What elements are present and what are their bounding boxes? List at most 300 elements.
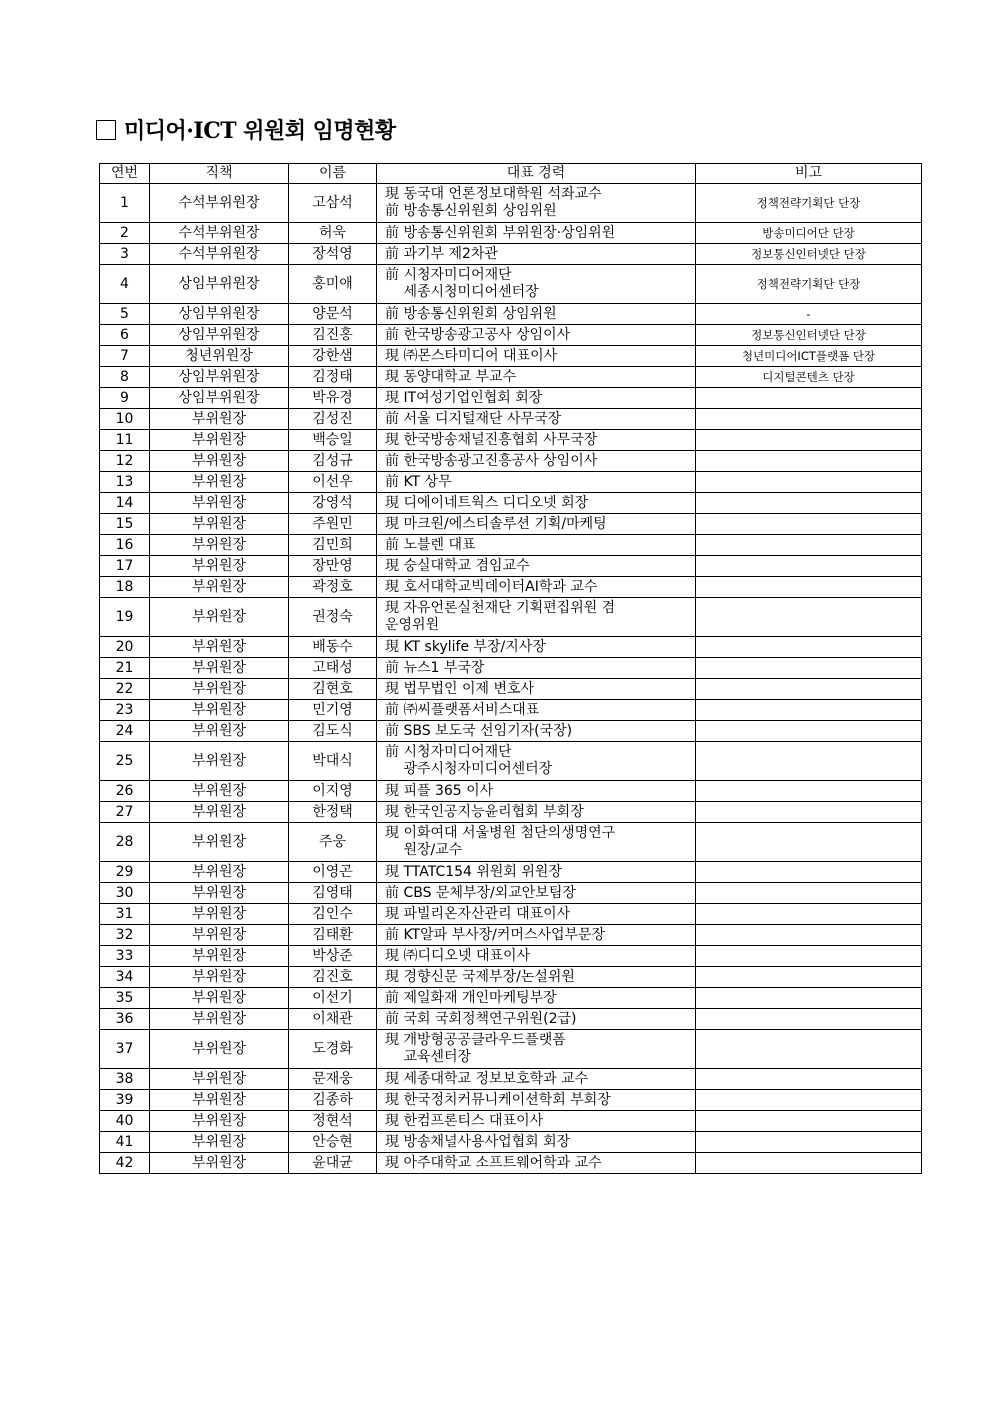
cell-note bbox=[696, 904, 922, 925]
cell-position: 청년위원장 bbox=[150, 346, 289, 367]
page-title bbox=[96, 114, 396, 145]
cell-name: 장석영 bbox=[289, 244, 377, 265]
career-line: 現 한국정치커뮤니케이션학회 부회장 bbox=[385, 1091, 611, 1108]
cell-career bbox=[377, 388, 696, 409]
cell-no: 16 bbox=[100, 535, 150, 556]
cell-name: 이선기 bbox=[289, 988, 377, 1009]
cell-name: 백승일 bbox=[289, 430, 377, 451]
cell-career bbox=[377, 244, 696, 265]
table-row bbox=[100, 637, 922, 658]
cell-no: 29 bbox=[100, 862, 150, 883]
table-row bbox=[100, 802, 922, 823]
cell-career bbox=[377, 925, 696, 946]
cell-note: 정보통신인터넷단 단장 bbox=[696, 325, 922, 346]
cell-position: 부위원장 bbox=[150, 1069, 289, 1090]
table-row bbox=[100, 472, 922, 493]
cell-note bbox=[696, 700, 922, 721]
career-line: 前 KT알파 부사장/커머스사업부문장 bbox=[385, 926, 606, 943]
cell-note bbox=[696, 781, 922, 802]
cell-name: 주웅 bbox=[289, 823, 377, 862]
cell-name: 김태환 bbox=[289, 925, 377, 946]
cell-career bbox=[377, 430, 696, 451]
cell-note bbox=[696, 637, 922, 658]
cell-position: 부위원장 bbox=[150, 409, 289, 430]
cell-name: 박대식 bbox=[289, 742, 377, 781]
header-career: 대표 경력 bbox=[377, 164, 696, 184]
cell-no: 19 bbox=[100, 598, 150, 637]
cell-career bbox=[377, 1069, 696, 1090]
table-row bbox=[100, 388, 922, 409]
cell-note bbox=[696, 1132, 922, 1153]
cell-career bbox=[377, 1090, 696, 1111]
cell-note bbox=[696, 535, 922, 556]
cell-no: 33 bbox=[100, 946, 150, 967]
cell-note: 정보통신인터넷단 단장 bbox=[696, 244, 922, 265]
career-line: 前 노블렌 대표 bbox=[385, 536, 476, 553]
cell-name: 고태성 bbox=[289, 658, 377, 679]
cell-note bbox=[696, 823, 922, 862]
cell-no: 18 bbox=[100, 577, 150, 598]
cell-career bbox=[377, 346, 696, 367]
cell-career bbox=[377, 988, 696, 1009]
career-line: 前 시청자미디어재단 bbox=[385, 267, 512, 283]
cell-name: 이지영 bbox=[289, 781, 377, 802]
cell-career bbox=[377, 637, 696, 658]
cell-note: 방송미디어단 단장 bbox=[696, 223, 922, 244]
cell-name: 김성진 bbox=[289, 409, 377, 430]
career-line: 現 숭실대학교 겸임교수 bbox=[385, 557, 530, 574]
cell-no: 42 bbox=[100, 1153, 150, 1174]
cell-no: 20 bbox=[100, 637, 150, 658]
cell-position: 수석부위원장 bbox=[150, 244, 289, 265]
cell-name: 곽정호 bbox=[289, 577, 377, 598]
cell-career bbox=[377, 1153, 696, 1174]
table-body bbox=[100, 184, 922, 1174]
career-line: 운영위원 bbox=[385, 617, 440, 633]
table-row bbox=[100, 1090, 922, 1111]
career-line: 前 방송통신위원회 부위원장·상임위원 bbox=[385, 224, 616, 241]
career-line: 現 한국인공지능윤리협회 부회장 bbox=[385, 803, 584, 820]
cell-career bbox=[377, 700, 696, 721]
cell-career bbox=[377, 862, 696, 883]
career-line: 現 한컴프론티스 대표이사 bbox=[385, 1112, 544, 1129]
cell-position: 수석부위원장 bbox=[150, 223, 289, 244]
cell-career bbox=[377, 265, 696, 304]
table-row bbox=[100, 535, 922, 556]
career-line: 現 동국대 언론정보대학원 석좌교수 bbox=[385, 186, 602, 202]
cell-position: 부위원장 bbox=[150, 781, 289, 802]
cell-career bbox=[377, 781, 696, 802]
cell-no: 36 bbox=[100, 1009, 150, 1030]
cell-no: 22 bbox=[100, 679, 150, 700]
cell-no: 2 bbox=[100, 223, 150, 244]
cell-no: 30 bbox=[100, 883, 150, 904]
cell-name: 김현호 bbox=[289, 679, 377, 700]
cell-name: 문재웅 bbox=[289, 1069, 377, 1090]
cell-position: 부위원장 bbox=[150, 658, 289, 679]
cell-position: 부위원장 bbox=[150, 514, 289, 535]
cell-position: 상임부위원장 bbox=[150, 325, 289, 346]
cell-career bbox=[377, 721, 696, 742]
cell-note bbox=[696, 1030, 922, 1069]
cell-note bbox=[696, 862, 922, 883]
cell-name: 김종하 bbox=[289, 1090, 377, 1111]
cell-note bbox=[696, 1111, 922, 1132]
career-line: 現 한국방송채널진흥협회 사무국장 bbox=[385, 431, 598, 448]
cell-name: 양문석 bbox=[289, 304, 377, 325]
cell-name: 민기영 bbox=[289, 700, 377, 721]
career-line: 現 개방형공공클라우드플랫폼 bbox=[385, 1032, 566, 1048]
cell-career bbox=[377, 946, 696, 967]
cell-career bbox=[377, 598, 696, 637]
cell-note bbox=[696, 721, 922, 742]
table-row bbox=[100, 946, 922, 967]
cell-note bbox=[696, 1069, 922, 1090]
cell-name: 배동수 bbox=[289, 637, 377, 658]
cell-note: 디지털콘텐츠 단장 bbox=[696, 367, 922, 388]
cell-position: 부위원장 bbox=[150, 1132, 289, 1153]
career-line: 現 법무법인 이제 변호사 bbox=[385, 680, 535, 697]
cell-career bbox=[377, 451, 696, 472]
career-line: 現 ㈜디디오넷 대표이사 bbox=[385, 947, 531, 964]
cell-note: - bbox=[696, 304, 922, 325]
cell-name: 허욱 bbox=[289, 223, 377, 244]
table-row bbox=[100, 658, 922, 679]
table-row bbox=[100, 1009, 922, 1030]
cell-note bbox=[696, 409, 922, 430]
cell-name: 고삼석 bbox=[289, 184, 377, 223]
career-line: 現 자유언론실천재단 기획편집위원 겸 bbox=[385, 600, 616, 616]
header-name: 이름 bbox=[289, 164, 377, 184]
cell-no: 6 bbox=[100, 325, 150, 346]
table-row bbox=[100, 925, 922, 946]
table-row bbox=[100, 184, 922, 223]
cell-name: 김영태 bbox=[289, 883, 377, 904]
career-line: 교육센터장 bbox=[385, 1049, 472, 1065]
table-row bbox=[100, 1153, 922, 1174]
table-row bbox=[100, 514, 922, 535]
career-line: 前 제일화재 개인마케팅부장 bbox=[385, 989, 557, 1006]
cell-position: 부위원장 bbox=[150, 430, 289, 451]
career-line: 前 KT 상무 bbox=[385, 473, 452, 490]
cell-position: 부위원장 bbox=[150, 637, 289, 658]
header-note: 비고 bbox=[696, 164, 922, 184]
table-row bbox=[100, 823, 922, 862]
cell-no: 3 bbox=[100, 244, 150, 265]
cell-note bbox=[696, 430, 922, 451]
career-line: 前 한국방송광고공사 상임이사 bbox=[385, 326, 571, 343]
career-line: 現 IT여성기업인협회 회장 bbox=[385, 389, 543, 406]
career-line: 現 아주대학교 소프트웨어학과 교수 bbox=[385, 1154, 602, 1171]
cell-no: 39 bbox=[100, 1090, 150, 1111]
cell-name: 박상준 bbox=[289, 946, 377, 967]
career-line: 現 KT skylife 부장/지사장 bbox=[385, 638, 546, 655]
cell-note bbox=[696, 802, 922, 823]
table-row bbox=[100, 721, 922, 742]
cell-note bbox=[696, 556, 922, 577]
cell-note bbox=[696, 1153, 922, 1174]
checkbox-square-icon bbox=[96, 120, 116, 140]
cell-position: 부위원장 bbox=[150, 802, 289, 823]
career-line: 現 세종대학교 정보보호학과 교수 bbox=[385, 1070, 589, 1087]
cell-position: 부위원장 bbox=[150, 967, 289, 988]
cell-position: 상임부위원장 bbox=[150, 304, 289, 325]
cell-position: 부위원장 bbox=[150, 1030, 289, 1069]
career-line: 前 SBS 보도국 선임기자(국장) bbox=[385, 722, 573, 739]
career-line: 現 경향신문 국제부장/논설위원 bbox=[385, 968, 575, 985]
cell-name: 이선우 bbox=[289, 472, 377, 493]
career-line: 前 ㈜씨플랫폼서비스대표 bbox=[385, 701, 540, 718]
table-row bbox=[100, 367, 922, 388]
table-row bbox=[100, 451, 922, 472]
cell-career bbox=[377, 658, 696, 679]
cell-position: 부위원장 bbox=[150, 946, 289, 967]
cell-note bbox=[696, 658, 922, 679]
cell-position: 부위원장 bbox=[150, 925, 289, 946]
cell-note bbox=[696, 514, 922, 535]
career-line: 원장/교수 bbox=[385, 842, 463, 858]
cell-no: 7 bbox=[100, 346, 150, 367]
career-line: 現 이화여대 서울병원 첨단의생명연구 bbox=[385, 825, 616, 841]
cell-career bbox=[377, 967, 696, 988]
table-row bbox=[100, 904, 922, 925]
cell-position: 부위원장 bbox=[150, 1111, 289, 1132]
career-line: 現 ㈜몬스타미디어 대표이사 bbox=[385, 347, 558, 364]
cell-no: 34 bbox=[100, 967, 150, 988]
cell-note bbox=[696, 577, 922, 598]
table-row bbox=[100, 1132, 922, 1153]
cell-no: 40 bbox=[100, 1111, 150, 1132]
cell-career bbox=[377, 1030, 696, 1069]
cell-name: 장만영 bbox=[289, 556, 377, 577]
header-position: 직책 bbox=[150, 164, 289, 184]
cell-career bbox=[377, 304, 696, 325]
cell-no: 26 bbox=[100, 781, 150, 802]
cell-career bbox=[377, 1111, 696, 1132]
cell-no: 13 bbox=[100, 472, 150, 493]
career-line: 現 피플 365 이사 bbox=[385, 782, 494, 799]
table-row bbox=[100, 1069, 922, 1090]
cell-career bbox=[377, 1132, 696, 1153]
table-row bbox=[100, 244, 922, 265]
cell-no: 27 bbox=[100, 802, 150, 823]
cell-no: 1 bbox=[100, 184, 150, 223]
cell-name: 정현석 bbox=[289, 1111, 377, 1132]
cell-no: 32 bbox=[100, 925, 150, 946]
career-line: 前 뉴스1 부국장 bbox=[385, 659, 485, 676]
cell-position: 부위원장 bbox=[150, 883, 289, 904]
cell-note: 정책전략기획단 단장 bbox=[696, 184, 922, 223]
title-text: 미디어·ICT 위원회 임명현황 bbox=[124, 118, 396, 144]
cell-career bbox=[377, 556, 696, 577]
cell-position: 부위원장 bbox=[150, 577, 289, 598]
cell-career bbox=[377, 367, 696, 388]
cell-no: 10 bbox=[100, 409, 150, 430]
cell-position: 부위원장 bbox=[150, 862, 289, 883]
cell-career bbox=[377, 1009, 696, 1030]
table-row bbox=[100, 862, 922, 883]
cell-career bbox=[377, 535, 696, 556]
cell-name: 안승현 bbox=[289, 1132, 377, 1153]
cell-career bbox=[377, 577, 696, 598]
cell-no: 23 bbox=[100, 700, 150, 721]
cell-no: 11 bbox=[100, 430, 150, 451]
cell-no: 28 bbox=[100, 823, 150, 862]
cell-career bbox=[377, 742, 696, 781]
table-row bbox=[100, 346, 922, 367]
cell-career bbox=[377, 184, 696, 223]
appointments-table bbox=[99, 163, 922, 1174]
cell-position: 부위원장 bbox=[150, 679, 289, 700]
career-line: 前 과기부 제2차관 bbox=[385, 245, 498, 262]
cell-note bbox=[696, 472, 922, 493]
career-line: 現 디에이네트웍스 디디오넷 회장 bbox=[385, 494, 589, 511]
cell-career bbox=[377, 472, 696, 493]
cell-career bbox=[377, 883, 696, 904]
cell-note bbox=[696, 967, 922, 988]
career-line: 現 TTATC154 위원회 위원장 bbox=[385, 863, 562, 880]
cell-note bbox=[696, 1090, 922, 1111]
cell-position: 부위원장 bbox=[150, 556, 289, 577]
cell-name: 김진홍 bbox=[289, 325, 377, 346]
cell-name: 김인수 bbox=[289, 904, 377, 925]
cell-note bbox=[696, 742, 922, 781]
cell-note bbox=[696, 451, 922, 472]
career-line: 前 방송통신위원회 상임위원 bbox=[385, 305, 557, 322]
cell-no: 17 bbox=[100, 556, 150, 577]
cell-career bbox=[377, 409, 696, 430]
cell-no: 4 bbox=[100, 265, 150, 304]
cell-career bbox=[377, 823, 696, 862]
cell-career bbox=[377, 802, 696, 823]
cell-no: 21 bbox=[100, 658, 150, 679]
cell-note bbox=[696, 946, 922, 967]
cell-position: 상임부위원장 bbox=[150, 388, 289, 409]
cell-career bbox=[377, 223, 696, 244]
table-row bbox=[100, 883, 922, 904]
table-row bbox=[100, 679, 922, 700]
cell-position: 상임부위원장 bbox=[150, 367, 289, 388]
cell-no: 8 bbox=[100, 367, 150, 388]
cell-name: 홍미애 bbox=[289, 265, 377, 304]
career-line: 現 마크원/에스티솔루션 기획/마케팅 bbox=[385, 515, 607, 532]
cell-name: 강영석 bbox=[289, 493, 377, 514]
cell-position: 부위원장 bbox=[150, 535, 289, 556]
cell-career bbox=[377, 514, 696, 535]
cell-name: 윤대균 bbox=[289, 1153, 377, 1174]
cell-no: 5 bbox=[100, 304, 150, 325]
career-line: 現 호서대학교빅데이터AI학과 교수 bbox=[385, 578, 598, 595]
table-row bbox=[100, 1111, 922, 1132]
cell-no: 9 bbox=[100, 388, 150, 409]
table-row bbox=[100, 223, 922, 244]
cell-position: 부위원장 bbox=[150, 1009, 289, 1030]
cell-career bbox=[377, 493, 696, 514]
cell-no: 14 bbox=[100, 493, 150, 514]
table-row bbox=[100, 967, 922, 988]
cell-position: 부위원장 bbox=[150, 904, 289, 925]
career-line: 前 CBS 문체부장/외교안보팀장 bbox=[385, 884, 576, 901]
cell-career bbox=[377, 325, 696, 346]
cell-name: 김정태 bbox=[289, 367, 377, 388]
table-row bbox=[100, 742, 922, 781]
cell-name: 김성규 bbox=[289, 451, 377, 472]
career-line: 現 동양대학교 부교수 bbox=[385, 368, 517, 385]
cell-career bbox=[377, 679, 696, 700]
cell-position: 부위원장 bbox=[150, 700, 289, 721]
header-no: 연번 bbox=[100, 164, 150, 184]
cell-name: 한정택 bbox=[289, 802, 377, 823]
career-line: 前 국회 국회정책연구위원(2급) bbox=[385, 1010, 577, 1027]
cell-position: 수석부위원장 bbox=[150, 184, 289, 223]
cell-note: 청년미디어ICT플랫폼 단장 bbox=[696, 346, 922, 367]
table-row bbox=[100, 988, 922, 1009]
cell-note bbox=[696, 883, 922, 904]
cell-name: 김진호 bbox=[289, 967, 377, 988]
cell-name: 주원민 bbox=[289, 514, 377, 535]
cell-no: 12 bbox=[100, 451, 150, 472]
table-row bbox=[100, 1030, 922, 1069]
cell-no: 25 bbox=[100, 742, 150, 781]
table-row bbox=[100, 598, 922, 637]
career-line: 前 방송통신위원회 상임위원 bbox=[385, 203, 557, 219]
cell-no: 15 bbox=[100, 514, 150, 535]
table-row bbox=[100, 556, 922, 577]
cell-position: 부위원장 bbox=[150, 742, 289, 781]
career-line: 광주시청자미디어센터장 bbox=[385, 761, 553, 777]
table-row bbox=[100, 304, 922, 325]
table-row bbox=[100, 265, 922, 304]
career-line: 現 파빌리온자산관리 대표이사 bbox=[385, 905, 571, 922]
cell-name: 강한샘 bbox=[289, 346, 377, 367]
cell-name: 이채관 bbox=[289, 1009, 377, 1030]
cell-name: 김민희 bbox=[289, 535, 377, 556]
career-line: 前 한국방송광고진흥공사 상임이사 bbox=[385, 452, 598, 469]
table-row bbox=[100, 577, 922, 598]
cell-position: 상임부위원장 bbox=[150, 265, 289, 304]
cell-position: 부위원장 bbox=[150, 1153, 289, 1174]
cell-note bbox=[696, 679, 922, 700]
cell-no: 31 bbox=[100, 904, 150, 925]
cell-position: 부위원장 bbox=[150, 988, 289, 1009]
table-row bbox=[100, 325, 922, 346]
cell-career bbox=[377, 904, 696, 925]
cell-name: 권정숙 bbox=[289, 598, 377, 637]
cell-note bbox=[696, 925, 922, 946]
table-row bbox=[100, 781, 922, 802]
cell-no: 35 bbox=[100, 988, 150, 1009]
cell-position: 부위원장 bbox=[150, 451, 289, 472]
career-line: 現 방송채널사용사업협회 회장 bbox=[385, 1133, 571, 1150]
cell-position: 부위원장 bbox=[150, 598, 289, 637]
cell-no: 37 bbox=[100, 1030, 150, 1069]
table-row bbox=[100, 700, 922, 721]
cell-name: 김도식 bbox=[289, 721, 377, 742]
table-row bbox=[100, 430, 922, 451]
career-line: 세종시청미디어센터장 bbox=[385, 284, 539, 300]
cell-note: 정책전략기획단 단장 bbox=[696, 265, 922, 304]
career-line: 前 시청자미디어재단 bbox=[385, 744, 512, 760]
cell-name: 도경화 bbox=[289, 1030, 377, 1069]
cell-note bbox=[696, 598, 922, 637]
cell-no: 38 bbox=[100, 1069, 150, 1090]
cell-note bbox=[696, 1009, 922, 1030]
cell-note bbox=[696, 388, 922, 409]
table-row bbox=[100, 493, 922, 514]
table-header-row bbox=[100, 164, 922, 184]
cell-no: 41 bbox=[100, 1132, 150, 1153]
cell-no: 24 bbox=[100, 721, 150, 742]
